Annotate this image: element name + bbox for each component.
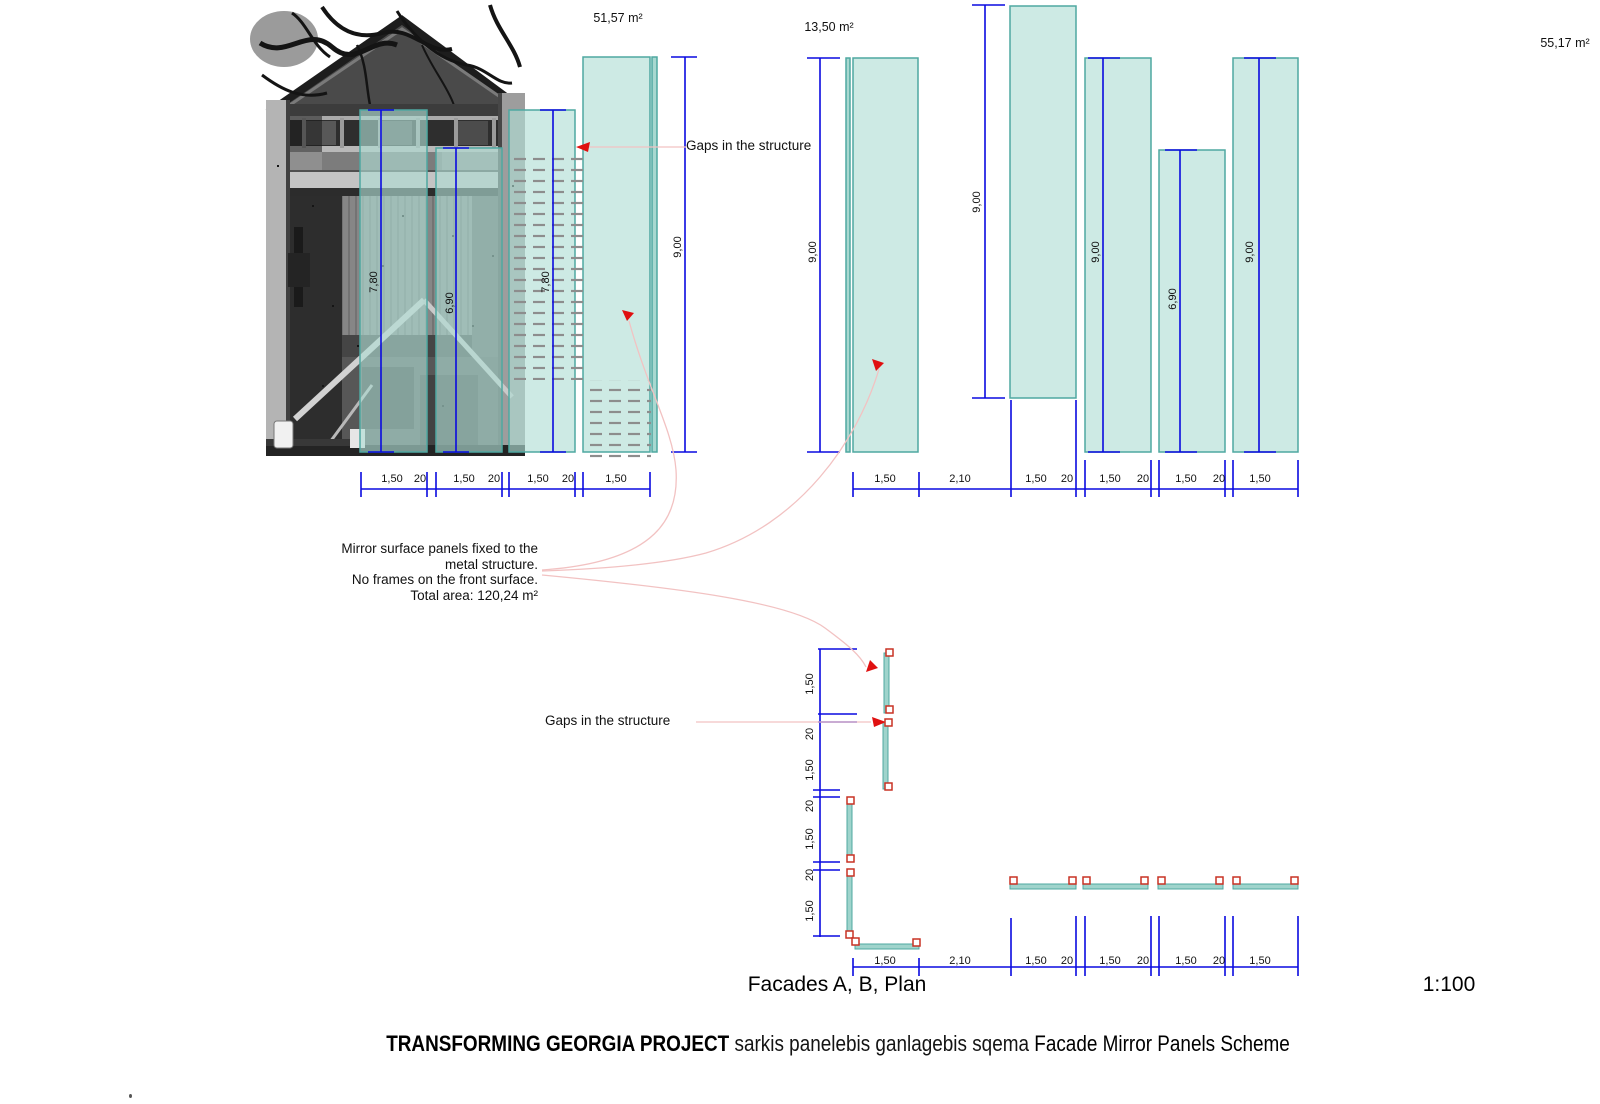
dim-plan-b1: 2,10 bbox=[949, 955, 971, 967]
fixing-point-markers bbox=[846, 649, 1298, 946]
stray-mark bbox=[129, 1094, 132, 1098]
dim-a-b6: 1,50 bbox=[605, 473, 627, 485]
dim-plan-b0: 1,50 bbox=[874, 955, 896, 967]
dim-b-b0: 1,50 bbox=[874, 473, 896, 485]
dim-a3-height: 7,80 bbox=[540, 271, 552, 293]
dim-plan-b3: 20 bbox=[1060, 955, 1074, 967]
dim-b-b3: 20 bbox=[1060, 473, 1074, 485]
dim-plan-b8: 1,50 bbox=[1249, 955, 1271, 967]
dim-b-b7: 20 bbox=[1212, 473, 1226, 485]
dim-plan-b6: 1,50 bbox=[1175, 955, 1197, 967]
dim-plan-l1: 20 bbox=[804, 727, 816, 741]
dim-a-b0: 1,50 bbox=[381, 473, 403, 485]
dim-b1-height: 9,00 bbox=[807, 241, 819, 263]
dim-b-b4: 1,50 bbox=[1099, 473, 1121, 485]
drawing-scale: 1:100 bbox=[1422, 973, 1476, 996]
dim-plan-l3: 20 bbox=[804, 799, 816, 813]
dim-b-b8: 1,50 bbox=[1249, 473, 1271, 485]
dim-a1-height: 7,80 bbox=[368, 271, 380, 293]
dim-b5-height: 9,00 bbox=[1244, 241, 1256, 263]
panels-note-line2: metal structure. bbox=[444, 556, 538, 572]
area-label-facade-a: 51,57 m² bbox=[593, 11, 643, 25]
drawing-title: Facades A, B, Plan bbox=[747, 973, 927, 996]
dim-plan-l0: 1,50 bbox=[804, 673, 816, 695]
panel-b-edge-strip bbox=[846, 58, 850, 452]
dim-b-b6: 1,50 bbox=[1175, 473, 1197, 485]
dim-a-b3: 20 bbox=[487, 473, 501, 485]
dim-plan-l4: 1,50 bbox=[804, 828, 816, 850]
dim-plan-b5: 20 bbox=[1136, 955, 1150, 967]
dim-plan-l2: 1,50 bbox=[804, 759, 816, 781]
panel-b2 bbox=[1010, 6, 1076, 398]
dim-a-b4: 1,50 bbox=[527, 473, 549, 485]
dim-plan-b7: 20 bbox=[1212, 955, 1226, 967]
dim-b-b1: 2,10 bbox=[949, 473, 971, 485]
panels-note-line3: No frames on the front surface. bbox=[351, 572, 538, 587]
area-label-facade-b: 13,50 m² bbox=[804, 20, 854, 34]
dim-a-b5: 20 bbox=[561, 473, 575, 485]
panel-b1 bbox=[853, 58, 918, 452]
dim-plan-b2: 1,50 bbox=[1025, 955, 1047, 967]
dim-b-b5: 20 bbox=[1136, 473, 1150, 485]
dim-plan-l5: 20 bbox=[804, 868, 816, 882]
panels-note bbox=[341, 541, 538, 603]
dim-a-b2: 1,50 bbox=[453, 473, 475, 485]
area-label-right: 55,17 m² bbox=[1540, 36, 1590, 50]
facade-b-panels bbox=[846, 6, 1298, 452]
dim-b4-height: 6,90 bbox=[1167, 288, 1179, 310]
dim-a-total-height: 9,00 bbox=[672, 236, 684, 258]
dim-a2-height: 6,90 bbox=[444, 292, 456, 314]
sheet-caption bbox=[386, 1031, 1290, 1057]
dim-plan-l6: 1,50 bbox=[804, 900, 816, 922]
panel-b5 bbox=[1233, 58, 1298, 452]
gaps-annotation-plan: Gaps in the structure bbox=[545, 713, 671, 728]
dim-b-b2: 1,50 bbox=[1025, 473, 1047, 485]
dim-b2-height: 9,00 bbox=[971, 191, 983, 213]
dim-b3-height: 9,00 bbox=[1090, 241, 1102, 263]
panels-note-line1: Mirror surface panels fixed to the bbox=[341, 541, 538, 556]
plan-panel-strips bbox=[847, 653, 1298, 949]
caption-georgian-subtitle: sarkis panelebis ganlagebis sqema bbox=[734, 1031, 1030, 1056]
panels-note-line4: Total area: 120,24 m² bbox=[410, 587, 538, 603]
caption-english-subtitle: Facade Mirror Panels Scheme bbox=[1034, 1031, 1290, 1056]
dim-a-b1: 20 bbox=[413, 473, 427, 485]
gaps-annotation-facade: Gaps in the structure bbox=[686, 138, 812, 153]
dim-plan-b4: 1,50 bbox=[1099, 955, 1121, 967]
caption-project-name: TRANSFORMING GEORGIA PROJECT bbox=[386, 1031, 730, 1056]
